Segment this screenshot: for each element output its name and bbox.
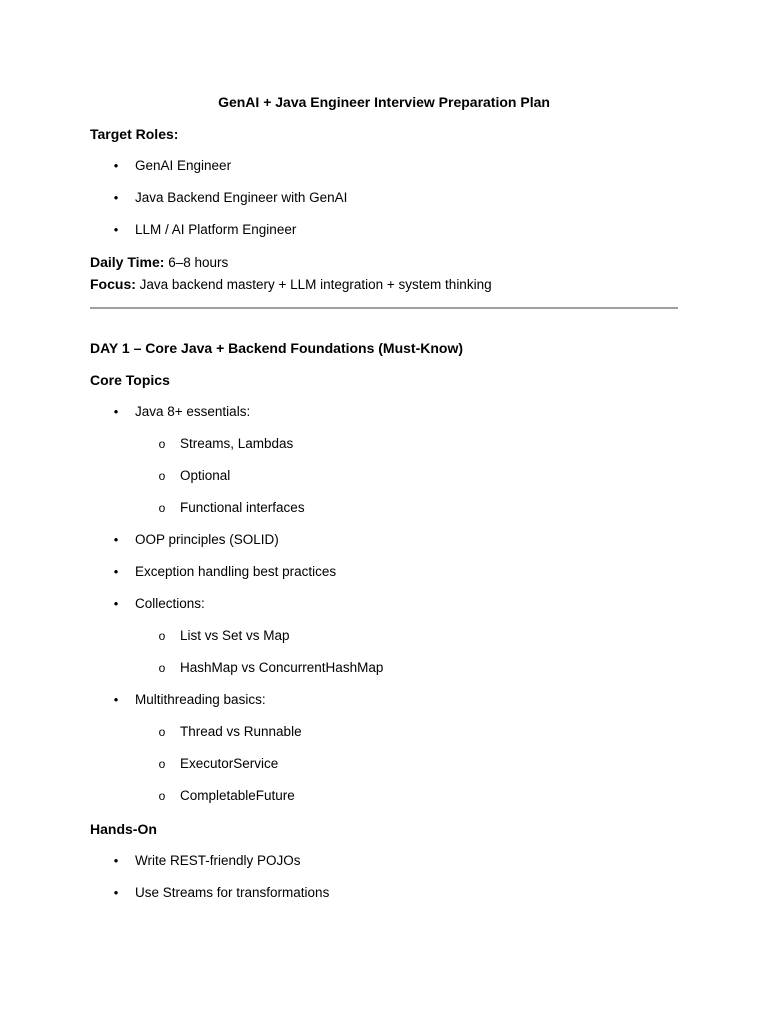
bullet-icon: • [113,692,119,707]
bullet-icon: • [113,596,119,611]
hands-on-item: Use Streams for transformations [135,885,330,900]
sub-bullet-icon: o [158,757,166,771]
bullet-icon: • [113,564,119,579]
sub-bullet-icon: o [158,661,166,675]
daily-time-label: Daily Time: [90,254,165,270]
core-topics-heading: Core Topics [90,372,170,388]
sub-bullet-icon: o [158,629,166,643]
bullet-icon: • [113,853,119,868]
bullet-icon: • [113,532,119,547]
target-role-item: GenAI Engineer [135,158,232,173]
sub-list-item: HashMap vs ConcurrentHashMap [180,660,384,675]
sub-bullet-icon: o [158,501,166,515]
sub-bullet-icon: o [158,789,166,803]
daily-time-value: 6–8 hours [168,255,229,270]
bullet-icon: • [113,404,119,419]
sub-list-item: Thread vs Runnable [180,724,302,739]
sub-list-item: Streams, Lambdas [180,436,294,451]
sub-bullet-icon: o [158,725,166,739]
list-item: Java 8+ essentials: [135,404,251,419]
focus-label: Focus: [90,276,136,292]
focus-value: Java backend mastery + LLM integration + system thinking [139,277,492,292]
sub-list-item: CompletableFuture [180,788,295,803]
target-role-item: Java Backend Engineer with GenAI [135,190,348,205]
sub-list-item: Optional [180,468,231,483]
target-roles-heading: Target Roles: [90,126,179,142]
sub-list-item: ExecutorService [180,756,279,771]
focus-line [90,274,492,295]
bullet-icon: • [113,222,119,237]
bullet-icon: • [113,885,119,900]
hands-on-item: Write REST-friendly POJOs [135,853,301,868]
list-item: Collections: [135,596,205,611]
list-item: Multithreading basics: [135,692,266,707]
hands-on-heading: Hands-On [90,821,157,837]
list-item: OOP principles (SOLID) [135,532,279,547]
sub-bullet-icon: o [158,469,166,483]
sub-bullet-icon: o [158,437,166,451]
sub-list-item: Functional interfaces [180,500,305,515]
daily-time-line [90,252,228,273]
horizontal-divider [90,307,678,309]
target-role-item: LLM / AI Platform Engineer [135,222,297,237]
day1-heading: DAY 1 – Core Java + Backend Foundations (Must-Know) [90,340,464,356]
sub-list-item: List vs Set vs Map [180,628,290,643]
bullet-icon: • [113,158,119,173]
document-title: GenAI + Java Engineer Interview Preparation Plan [218,94,550,110]
bullet-icon: • [113,190,119,205]
list-item: Exception handling best practices [135,564,337,579]
